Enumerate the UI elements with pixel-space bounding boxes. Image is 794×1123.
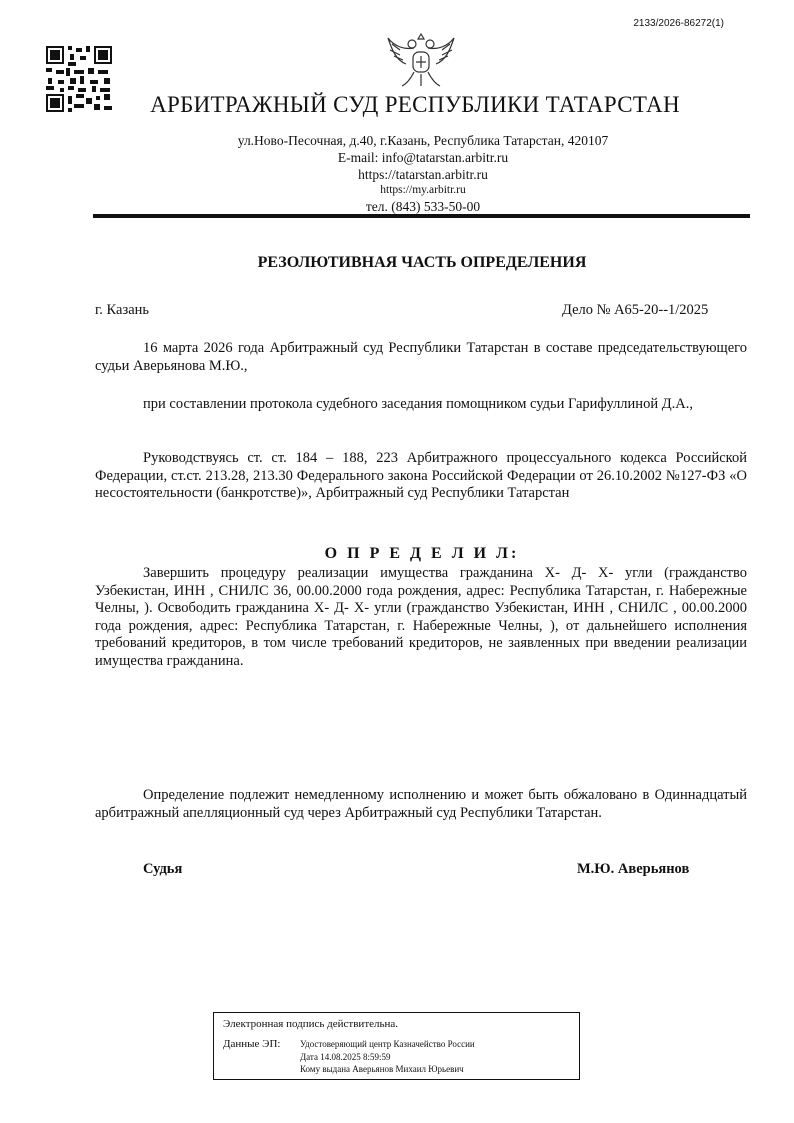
document-title: РЕЗОЛЮТИВНАЯ ЧАСТЬ ОПРЕДЕЛЕНИЯ	[257, 254, 587, 271]
paragraph-protocol: при составлении протокола судебного заседания помощником судьи Гарифуллиной Д.А.,	[143, 396, 693, 412]
court-email: E-mail: info@tatarstan.arbitr.ru	[337, 150, 509, 165]
ruling-heading: О П Р Е Д Е Л И Л:	[324, 545, 520, 562]
my-arbitr-link[interactable]: https://my.arbitr.ru	[380, 184, 466, 196]
signature-data-label: Данные ЭП:	[223, 1038, 281, 1050]
court-address: ул.Ново-Песочная, д.40, г.Казань, Республика Татарстан, 420107	[237, 133, 609, 148]
coat-of-arms-icon	[384, 30, 458, 90]
judge-name: М.Ю. Аверьянов	[577, 861, 690, 877]
court-phone: тел. (843) 533-50-00	[365, 199, 481, 214]
paragraph-legal-basis: Руководствуясь ст. ст. 184 – 188, 223 Арбитражного процессуального кодекса Российской Федерации, ст.ст. 213.28, 213.30 Федерального закона Российской Федерации от 26.10.2002 №127-ФЗ «О несостоятельности (банкротстве)», Арбитражный суд Республики Татарстан	[95, 450, 747, 501]
signature-issuer: Удостоверяющий центр Казначейство России	[300, 1039, 475, 1049]
document-place: г. Казань	[95, 302, 150, 318]
header-divider	[93, 214, 750, 218]
signature-valid-text: Электронная подпись действительна.	[223, 1018, 399, 1030]
judge-label: Судья	[143, 861, 183, 877]
signature-details	[300, 1038, 475, 1076]
paragraph-ruling: Завершить процедуру реализации имущества гражданина Х- Д- Х- угли (гражданство Узбекистан, ИНН , СНИЛС 36, 00.00.2000 года рождения, адрес: Республика Татарстан, г. Набережные Челны, ). Освободить гражданина Х- Д- Х- угли (гражданство Узбекистан, ИНН , СНИЛС , 00.00.2000 года рождения, адрес: Республика Татарстан, г. Набережные Челны, ), от дальнейшего исполнения требований кредиторов, в том числе требований кредиторов, не заявленных при введении реализации имущества гражданина.	[95, 565, 747, 669]
signature-owner: Кому выдана Аверьянов Михаил Юрьевич	[300, 1064, 464, 1074]
paragraph-composition: 16 марта 2026 года Арбитражный суд Республики Татарстан в составе председательствующего судьи Аверьянова М.Ю.,	[95, 340, 747, 374]
court-contacts	[0, 132, 794, 215]
court-website-link[interactable]: https://tatarstan.arbitr.ru	[358, 167, 488, 182]
electronic-signature-box	[213, 1012, 580, 1080]
signature-date: Дата 14.08.2025 8:59:59	[300, 1051, 391, 1062]
court-name: АРБИТРАЖНЫЙ СУД РЕСПУБЛИКИ ТАТАРСТАН	[150, 92, 680, 117]
document-number: 2133/2026-86272(1)	[633, 18, 724, 29]
paragraph-appeal: Определение подлежит немедленному исполнению и может быть обжаловано в Одиннадцатый арбитражный апелляционный суд через Арбитражный суд Республики Татарстан.	[95, 787, 747, 821]
case-number: Дело № А65-20--1/2025	[562, 302, 709, 318]
